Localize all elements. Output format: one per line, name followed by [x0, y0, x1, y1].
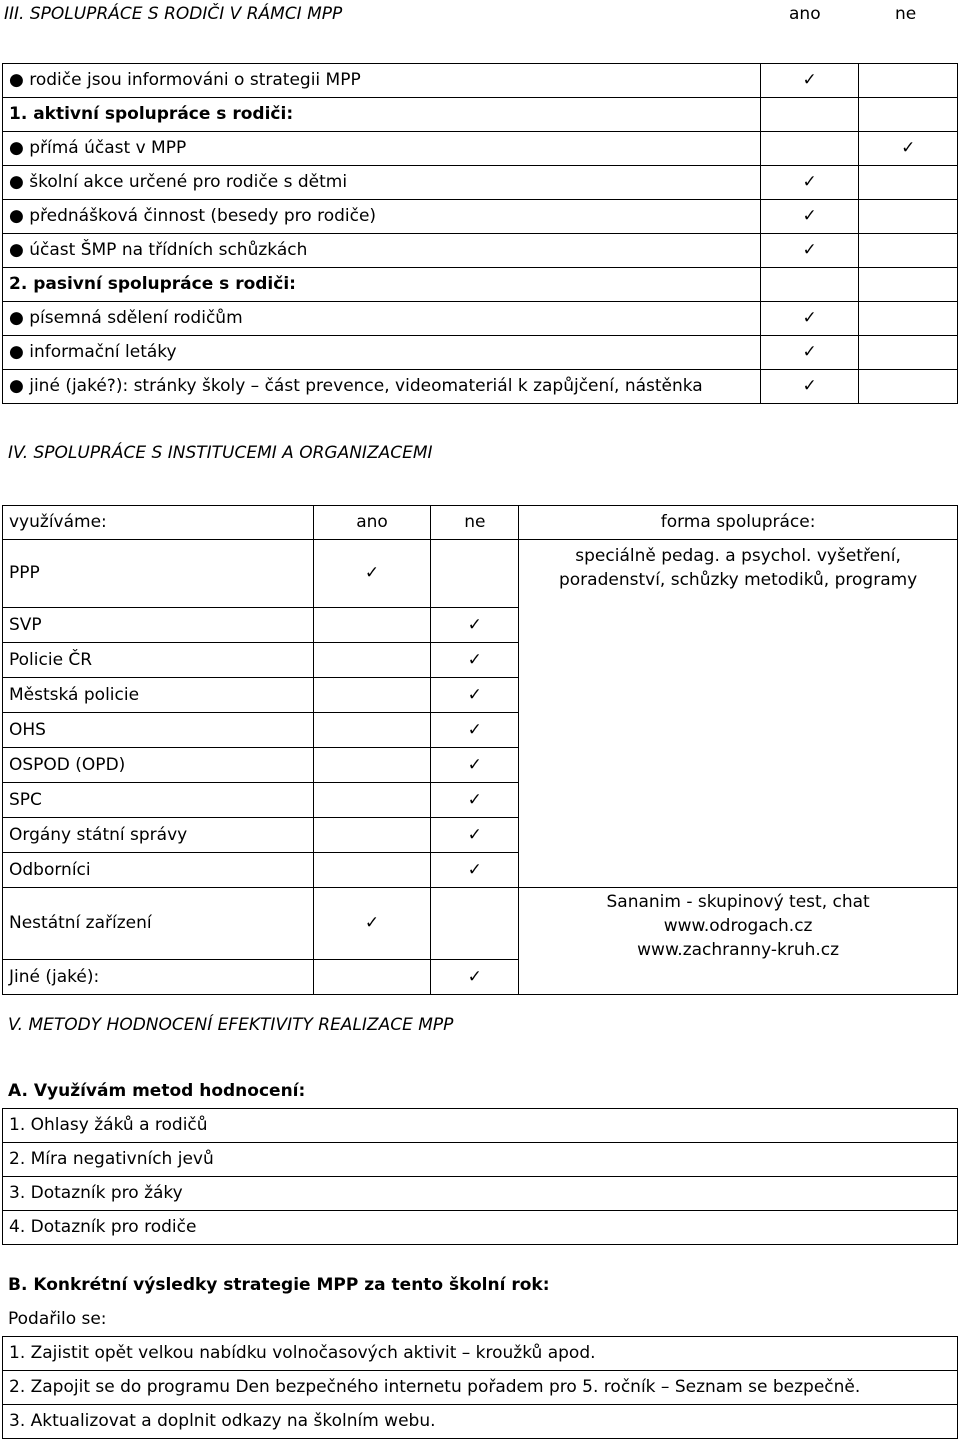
parents-row: [3, 336, 958, 370]
parents-row-label: ● přednášková činnost (besedy pro rodiče): [3, 200, 761, 234]
ngo-form-line: Sananim - skupinový test, chat: [606, 892, 870, 912]
header-use: využíváme:: [3, 506, 314, 540]
header-form: forma spolupráce:: [519, 506, 958, 540]
header-no: ne: [431, 506, 519, 540]
institution-row: [3, 540, 958, 608]
institution-yes-check: [313, 960, 431, 995]
parents-row: [3, 302, 958, 336]
method-item: 4. Dotazník pro rodiče: [3, 1211, 958, 1245]
institution-label: Jiné (jaké):: [3, 960, 314, 995]
institution-yes-check: ✓: [313, 888, 431, 960]
institution-label: Odborníci: [3, 853, 314, 888]
institution-label: Nestátní zařízení: [3, 888, 314, 960]
parents-no-check: ✓: [859, 132, 958, 166]
parents-row-label: 2. pasivní spolupráce s rodiči:: [3, 268, 761, 302]
ngo-form-cell: [519, 888, 958, 995]
institution-no-check: [431, 540, 519, 608]
parents-row-label: 1. aktivní spolupráce s rodiči:: [3, 98, 761, 132]
institution-no-check: ✓: [431, 643, 519, 678]
header-yes: ano: [313, 506, 431, 540]
institution-form-cell: [519, 540, 958, 888]
parents-yes-check: ✓: [760, 302, 859, 336]
parents-row-label: ● rodiče jsou informováni o strategii MPP: [3, 64, 761, 98]
parents-row: [3, 166, 958, 200]
parents-no-check: [859, 166, 958, 200]
institution-label: SVP: [3, 608, 314, 643]
institution-yes-check: ✓: [313, 540, 431, 608]
parents-yes-check: ✓: [760, 200, 859, 234]
institution-yes-check: [313, 678, 431, 713]
section5-title: V. METODY HODNOCENÍ EFEKTIVITY REALIZACE MPP: [8, 1015, 454, 1035]
institution-label: SPC: [3, 783, 314, 818]
ppp-form-line: poradenství, schůzky metodiků, programy: [558, 570, 918, 590]
institution-no-check: ✓: [431, 818, 519, 853]
institution-label: Orgány státní správy: [3, 818, 314, 853]
parents-yes-check: [760, 98, 859, 132]
method-item: 1. Ohlasy žáků a rodičů: [3, 1109, 958, 1143]
institution-no-check: ✓: [431, 713, 519, 748]
institution-no-check: ✓: [431, 783, 519, 818]
method-item: 2. Míra negativních jevů: [3, 1143, 958, 1177]
parents-no-check: [859, 234, 958, 268]
parents-no-check: [859, 64, 958, 98]
parents-no-check: [859, 370, 958, 404]
institution-row: [3, 888, 958, 960]
institution-label: Policie ČR: [3, 643, 314, 678]
parents-row-label: ● přímá účast v MPP: [3, 132, 761, 166]
parents-row: [3, 200, 958, 234]
institution-label: PPP: [3, 540, 314, 608]
institution-no-check: ✓: [431, 853, 519, 888]
result-item: 2. Zapojit se do programu Den bezpečného internetu pořadem pro 5. ročník – Seznam se bezpečně.: [3, 1371, 958, 1405]
method-row: [3, 1177, 958, 1211]
parents-no-check: [859, 98, 958, 132]
institution-yes-check: [313, 608, 431, 643]
parents-yes-check: ✓: [760, 166, 859, 200]
institution-no-check: ✓: [431, 608, 519, 643]
parents-row: [3, 98, 958, 132]
result-item: 1. Zajistit opět velkou nabídku volnočasových aktivit – kroužků apod.: [3, 1337, 958, 1371]
institution-label: OHS: [3, 713, 314, 748]
section3-col-yes: ano: [789, 4, 821, 24]
ppp-form-line: speciálně pedag. a psychol. vyšetření,: [575, 546, 901, 566]
institution-label: Městská policie: [3, 678, 314, 713]
result-row: [3, 1337, 958, 1371]
parents-yes-check: ✓: [760, 370, 859, 404]
parents-yes-check: [760, 268, 859, 302]
parents-no-check: [859, 268, 958, 302]
institution-no-check: ✓: [431, 960, 519, 995]
parents-yes-check: ✓: [760, 64, 859, 98]
result-row: [3, 1371, 958, 1405]
parents-table: [2, 63, 958, 404]
parents-row-label: ● účast ŠMP na třídních schůzkách: [3, 234, 761, 268]
parents-row: [3, 268, 958, 302]
institutions-table: [2, 505, 958, 995]
method-item: 3. Dotazník pro žáky: [3, 1177, 958, 1211]
institution-yes-check: [313, 643, 431, 678]
parents-yes-check: ✓: [760, 336, 859, 370]
ngo-form-line: www.zachranny-kruh.cz: [637, 940, 840, 960]
parents-row: [3, 370, 958, 404]
institution-yes-check: [313, 748, 431, 783]
parents-yes-check: [760, 132, 859, 166]
parents-yes-check: ✓: [760, 234, 859, 268]
institution-yes-check: [313, 783, 431, 818]
method-row: [3, 1211, 958, 1245]
section4-title: IV. SPOLUPRÁCE S INSTITUCEMI A ORGANIZACEMI: [8, 443, 433, 463]
section3-title: III. SPOLUPRÁCE S RODIČI V RÁMCI MPP: [4, 4, 343, 24]
institution-label: OSPOD (OPD): [3, 748, 314, 783]
institution-yes-check: [313, 713, 431, 748]
parents-row-label: ● školní akce určené pro rodiče s dětmi: [3, 166, 761, 200]
parents-no-check: [859, 200, 958, 234]
institution-no-check: ✓: [431, 678, 519, 713]
success-label: Podařilo se:: [8, 1309, 107, 1329]
results-title: B. Konkrétní výsledky strategie MPP za tento školní rok:: [8, 1275, 550, 1295]
parents-row-label: ● informační letáky: [3, 336, 761, 370]
parents-no-check: [859, 302, 958, 336]
parents-row: [3, 132, 958, 166]
institution-no-check: [431, 888, 519, 960]
result-item: 3. Aktualizovat a doplnit odkazy na školním webu.: [3, 1405, 958, 1439]
parents-row: [3, 64, 958, 98]
results-table: [2, 1336, 958, 1439]
result-row: [3, 1405, 958, 1439]
institution-yes-check: [313, 853, 431, 888]
ngo-form-line: www.odrogach.cz: [663, 916, 813, 936]
parents-row: [3, 234, 958, 268]
method-row: [3, 1143, 958, 1177]
parents-no-check: [859, 336, 958, 370]
institution-yes-check: [313, 818, 431, 853]
section3-col-no: ne: [895, 4, 917, 24]
parents-row-label: ● jiné (jaké?): stránky školy – část prevence, videomateriál k zapůjčení, nástěnka: [3, 370, 761, 404]
institution-no-check: ✓: [431, 748, 519, 783]
methods-table: [2, 1108, 958, 1245]
parents-row-label: ● písemná sdělení rodičům: [3, 302, 761, 336]
method-row: [3, 1109, 958, 1143]
methods-title: A. Využívám metod hodnocení:: [8, 1081, 306, 1101]
